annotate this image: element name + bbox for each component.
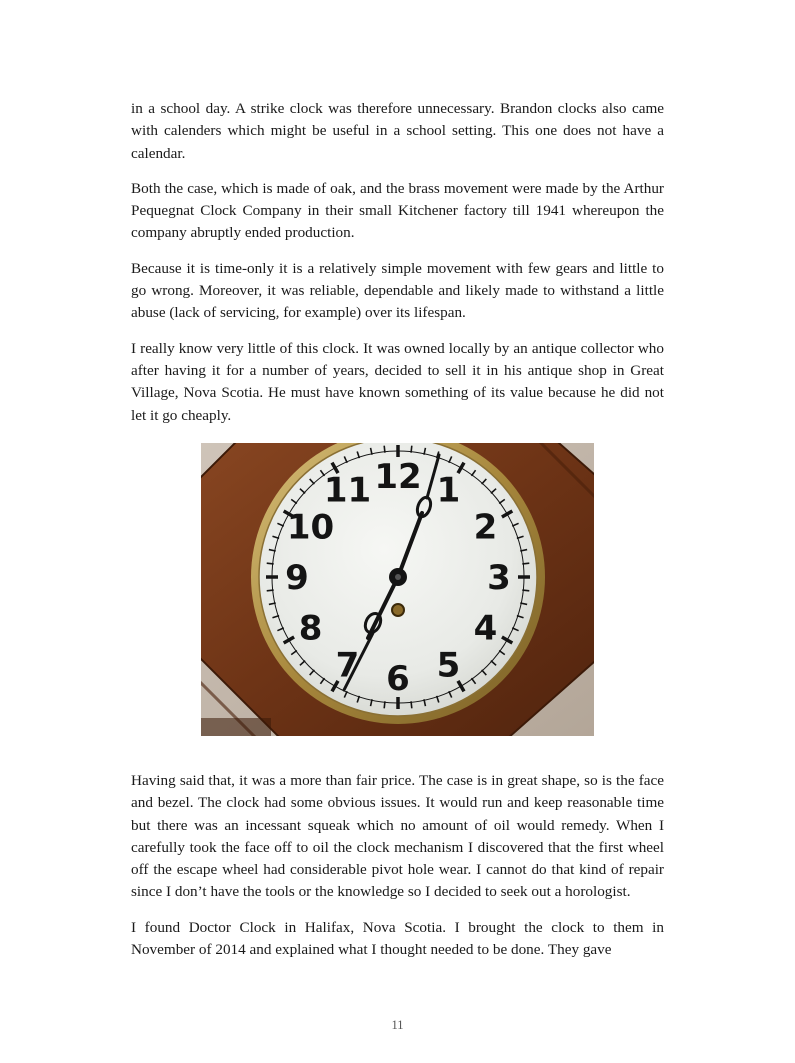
clock-photo-drawing (201, 443, 594, 736)
hour-numeral: 8 (298, 608, 323, 649)
paragraph: I found Doctor Clock in Halifax, Nova Scotia. I brought the clock to them in November of 2014 and explained what I thought needed to be done. They gave (131, 918, 664, 959)
page-number: 11 (391, 1018, 404, 1032)
hour-numeral: 5 (436, 645, 461, 686)
hour-numeral: 1 (436, 470, 461, 511)
paragraph: Both the case, which is made of oak, and the brass movement were made by the Arthur Pequegnat Clock Company in their small Kitchener factory till 1941 whereupon the company abruptly ended production. (131, 179, 664, 242)
hour-numeral: 9 (285, 558, 309, 598)
text-block-bottom (131, 770, 664, 961)
hour-numeral: 2 (473, 507, 498, 548)
paragraph: in a school day. A strike clock was therefore unnecessary. Brandon clocks also came with calenders which might be useful in a school setting. This one does not have a calendar. (131, 100, 664, 162)
paragraph: I really know very little of this clock. It was owned locally by an antique collector who after having it for a number of years, decided to sell it in his antique shop in Great Village, Nova Scotia. He must have known something of its value because he did not let it go cheaply. (131, 339, 664, 424)
text-block-top (131, 98, 664, 427)
clock-photo (201, 443, 594, 736)
paragraph: Because it is time-only it is a relatively simple movement with few gears and little to go wrong. Moreover, it was reliable, dependable and likely made to withstand a little abuse (lack of servicing, for example) over its lifespan. (131, 259, 664, 322)
hour-numeral: 11 (323, 470, 372, 511)
hour-numeral: 3 (487, 558, 511, 598)
hour-numeral: 6 (386, 659, 410, 699)
hour-numeral: 10 (286, 507, 335, 548)
paragraph: Having said that, it was a more than fair price. The case is in great shape, so is the face and bezel. The clock had some obvious issues. It would run and keep reasonable time but there was an incessant squeak which no amount of oil would remedy. When I carefully took the face off to oil the clock mechanism I discovered that the first wheel off the escape wheel had considerable pivot hole wear. I cannot do that kind of repair since I don’t have the tools or the knowledge so I decided to seek out a horologist. (131, 772, 664, 901)
hour-numeral: 4 (473, 608, 498, 649)
hour-numeral: 12 (374, 457, 422, 497)
hour-numeral: 7 (335, 645, 360, 686)
winding-arbor (392, 604, 404, 616)
